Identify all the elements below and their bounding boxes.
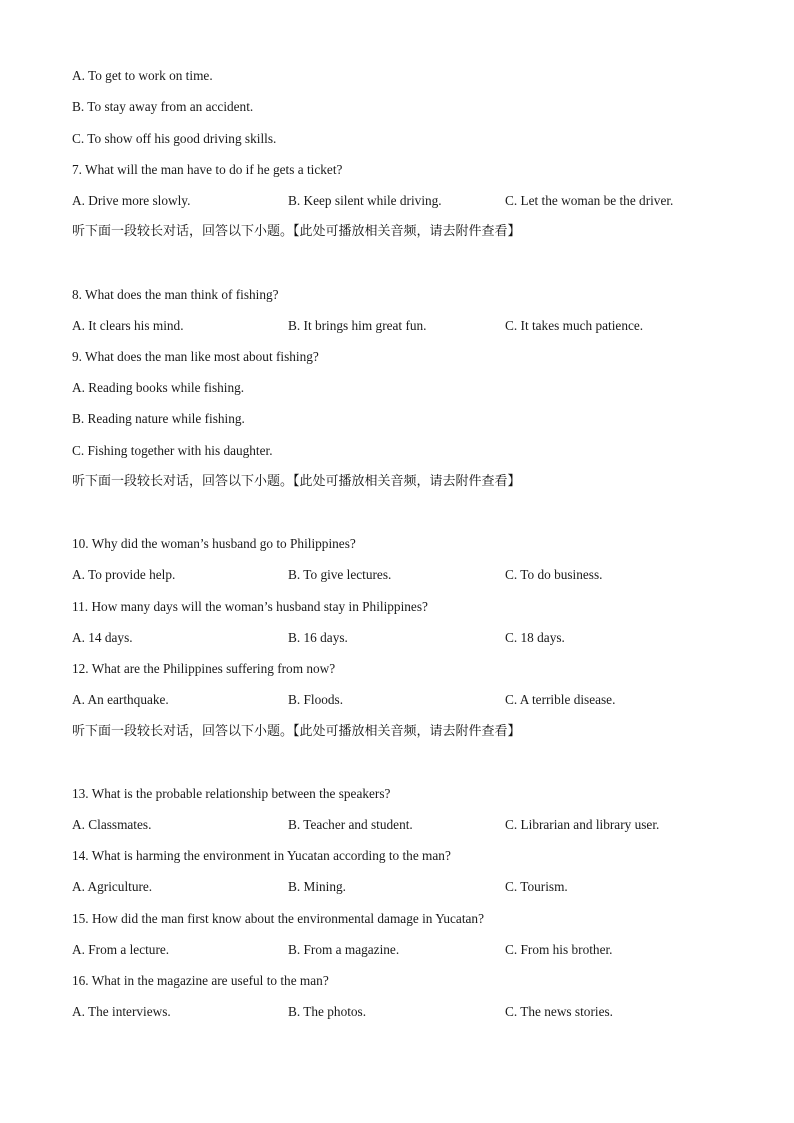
question-12: 12. What are the Philippines suffering from now? <box>72 661 336 676</box>
q13-option-b: B. Teacher and student. <box>288 817 413 832</box>
q8-option-b: B. It brings him great fun. <box>288 318 427 333</box>
q11-option-a: A. 14 days. <box>72 630 133 645</box>
q11-option-c: C. 18 days. <box>505 630 565 645</box>
q9-option-a: A. Reading books while fishing. <box>72 380 245 395</box>
question-14: 14. What is harming the environment in Yucatan according to the man? <box>72 848 451 863</box>
question-11: 11. How many days will the woman’s husband stay in Philippines? <box>72 599 428 614</box>
option-b: B. To stay away from an accident. <box>72 99 254 114</box>
q16-option-c: C. The news stories. <box>505 1004 613 1019</box>
question-9: 9. What does the man like most about fishing? <box>72 349 319 364</box>
question-7: 7. What will the man have to do if he gets a ticket? <box>72 162 343 177</box>
q7-option-c: C. Let the woman be the driver. <box>505 193 674 208</box>
q9-option-c: C. Fishing together with his daughter. <box>72 443 273 458</box>
q12-option-b: B. Floods. <box>288 692 344 707</box>
q13-option-a: A. Classmates. <box>72 817 152 832</box>
q16-option-a: A. The interviews. <box>72 1004 171 1019</box>
q15-option-c: C. From his brother. <box>505 942 613 957</box>
q14-option-c: C. Tourism. <box>505 879 568 894</box>
q16-option-b: B. The photos. <box>288 1004 367 1019</box>
q8-option-c: C. It takes much patience. <box>505 318 644 333</box>
q8-option-a: A. It clears his mind. <box>72 318 184 333</box>
listening-instruction: 听下面一段较长对话，回答以下小题。【此处可播放相关音频，请去附件查看】 <box>72 224 521 239</box>
q15-option-b: B. From a magazine. <box>288 942 400 957</box>
q14-option-b: B. Mining. <box>288 879 346 894</box>
option-c: C. To show off his good driving skills. <box>72 131 277 146</box>
q15-option-a: A. From a lecture. <box>72 942 170 957</box>
q12-option-c: C. A terrible disease. <box>505 692 616 707</box>
q12-option-a: A. An earthquake. <box>72 692 169 707</box>
listening-instruction: 听下面一段较长对话，回答以下小题。【此处可播放相关音频，请去附件查看】 <box>72 724 521 739</box>
question-8: 8. What does the man think of fishing? <box>72 287 279 302</box>
listening-instruction: 听下面一段较长对话，回答以下小题。【此处可播放相关音频，请去附件查看】 <box>72 474 521 489</box>
q13-option-c: C. Librarian and library user. <box>505 817 660 832</box>
question-15: 15. How did the man first know about the environmental damage in Yucatan? <box>72 911 484 926</box>
question-13: 13. What is the probable relationship between the speakers? <box>72 786 391 801</box>
q10-option-b: B. To give lectures. <box>288 567 392 582</box>
q11-option-b: B. 16 days. <box>288 630 348 645</box>
q9-option-b: B. Reading nature while fishing. <box>72 411 245 426</box>
q7-option-b: B. Keep silent while driving. <box>288 193 442 208</box>
q10-option-c: C. To do business. <box>505 567 603 582</box>
q10-option-a: A. To provide help. <box>72 567 176 582</box>
question-10: 10. Why did the woman’s husband go to Philippines? <box>72 536 356 551</box>
question-16: 16. What in the magazine are useful to the man? <box>72 973 329 988</box>
q14-option-a: A. Agriculture. <box>72 879 153 894</box>
option-a: A. To get to work on time. <box>72 68 213 83</box>
q7-option-a: A. Drive more slowly. <box>72 193 191 208</box>
